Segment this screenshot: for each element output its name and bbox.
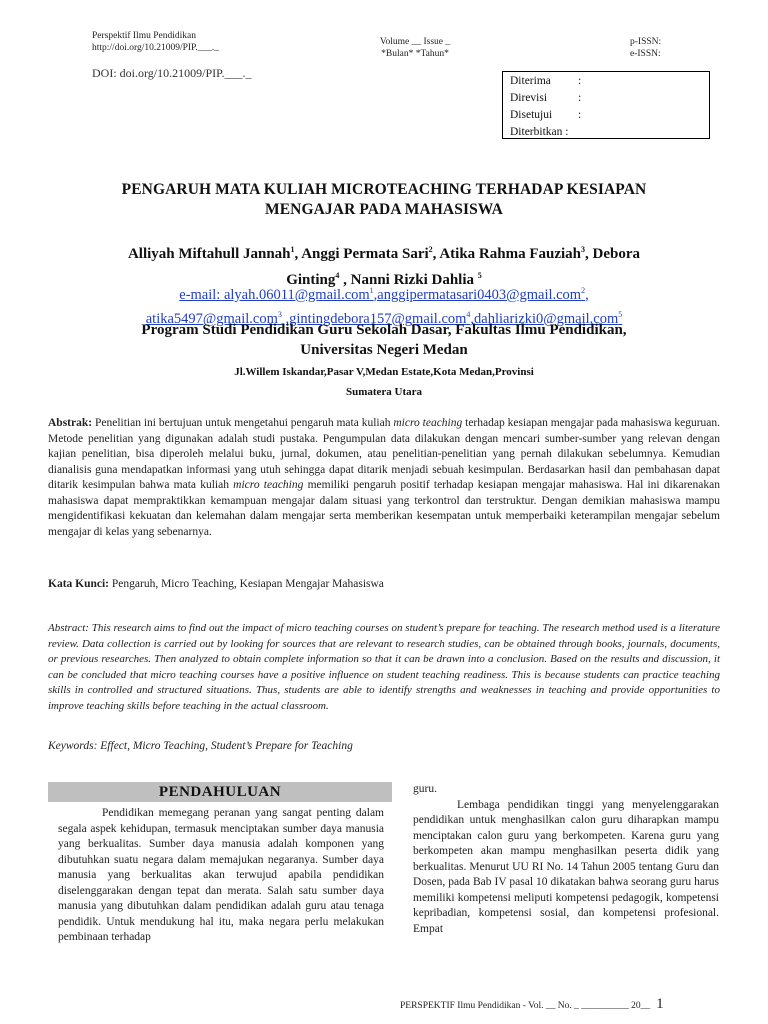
abstract-label: Abstrak: — [48, 417, 93, 429]
footer-text: PERSPEKTIF Ilmu Pendidikan - Vol. __ No. _ __________ 20__ — [400, 1001, 651, 1011]
email-link[interactable]: ,anggipermatasari0403@gmail.com — [373, 286, 582, 303]
status-row: Direvisi : — [510, 92, 582, 104]
keywords-id: Kata Kunci: Pengaruh, Micro Teaching, Kesiapan Mengajar Mahasiswa — [48, 578, 384, 590]
section-heading: PENDAHULUAN — [48, 782, 392, 802]
email-link[interactable]: ,gintingdebora157@gmail.com — [281, 310, 467, 327]
keywords-en: Keywords: Effect, Micro Teaching, Student’s Prepare for Teaching — [48, 740, 353, 752]
status-row: Diterima : — [510, 75, 582, 87]
page-footer — [400, 996, 664, 1013]
author-emails[interactable]: e-mail: alyah.06011@gmail.com$^1$,anggipermatasari0403@gmail.com$^2$, atika5497@gmail.com$^3$ ,gintingdebora157@gmail.com$^4$,dahliarizki0@gmail.com$^5$ — [145, 286, 623, 327]
journal-header — [92, 30, 219, 54]
email-link[interactable]: atika5497@gmail.com — [145, 310, 278, 327]
email-link[interactable]: ,dahliarizki0@gmail.com — [470, 310, 619, 327]
issue-info — [360, 36, 470, 60]
author-list: Alliyah Miftahull Jannah$^1$, Anggi Permata Sari$^2$, Atika Rahma Fauziah$^3$, Debora Ginting$^4$ , Nanni Rizki Dahlia $^5$ — [127, 245, 641, 288]
address: Jl.Willem Iskandar,Pasar V,Medan Estate,Kota Medan,Provinsi Sumatera Utara — [234, 366, 534, 398]
paragraph: Lembaga pendidikan tinggi yang menyelenggarakan pendidikan untuk menghasilkan calon guru diharapkan mampu menciptakan calon guru yang berkompeten. Karena guru yang berkompeten akan mampu menghasilkan peserta didik yang berkualitas. Menurut UU RI No. 14 Tahun 2005 tentang Guru dan Dosen, pada Bab IV pasal 10 dikatakan bahwa seorang guru harus memiliki kompetensi meliputi kompetensi pedagogik, kompetensi kepribadian, kompetensi sosial, dan kompetensi profesional. Empat — [413, 798, 719, 935]
doi-line: DOI: doi.org/10.21009/PIP.___._ — [92, 66, 252, 80]
abstract-en: Abstract: This research aims to find out the impact of micro teaching courses on student’s prepare for teaching. The research method used is a literature review. Data collection is carried out by looking for sources that are relevant to research studies, can be obtained through books, journals, documents, or previous researches. Then analyzed to obtain complete information so that it can be drawn into a conclusion. Based on the results and discussion, it can be concluded that micro teaching courses have a positive influence on student teaching readiness. This is because students can practice teaching skills in controlled and structured situations. Thus, students are able to identify strengths and weaknesses in teaching and provide opportunities to improve teaching skills before teaching in the actual classroom. — [48, 622, 720, 712]
eissn: e-ISSN: — [630, 49, 661, 59]
volume-line: Volume __ Issue _ — [379, 37, 451, 47]
paragraph: Pendidikan memegang peranan yang sangat penting dalam segala aspek kehidupan, termasuk menciptakan sumber daya manusia yang berkualitas. Sumber daya manusia adalah komponen yang dibutuhkan suatu negara dalam memajukan negaranya. Sumber daya manusia yang berkualitas akan terwujud apabila pendidikan diselenggarakan dengan tepat dan merata. Salah satu sumber daya manusia yang dibutuhkan dalam pendidikan adalah guru atau tenaga pendidik. Untuk mendukung hal itu, maka negara perlu melakukan pembinaan terhadap — [58, 807, 384, 943]
submission-status-box — [502, 71, 710, 139]
affiliation: Program Studi Pendidikan Guru Sekolah Dasar, Fakultas Ilmu Pendidikan, Universitas Negeri Medan — [141, 322, 627, 358]
journal-name: Perspektif Ilmu Pendidikan — [92, 31, 196, 41]
email-link[interactable]: e-mail: alyah.06011@gmail.com — [179, 286, 370, 303]
page-number: 1 — [656, 996, 664, 1012]
abstract-id: Abstrak: Penelitian ini bertujuan untuk mengetahui pengaruh mata kuliah micro teaching terhadap kesiapan mengajar pada mahasiswa keguruan. Metode penelitian yang digunakan adalah studi pustaka. Pengumpulan data dilakukan dengan mencari sumber-sumber yang relevan dengan kajian penelitian, bisa diperoleh melalui buku, jurnal, dokumen, atau penelitian-penelitian yang pernah dilakukan sebelumnya. Kemudian dianalisis guna mendapatkan informasi yang utuh sehingga dapat ditarik menjadi sebuah kesimpulan. Berdasarkan hasil dan pembahasan dapat ditarik kesimpulan bahwa mata kuliah micro teaching memiliki pengaruh positif terhadap kesiapan mengajar mahasiswa. Hal ini dikarenakan mahasiswa dapat mempraktikkan kemampuan mengajar dalam situasi yang terkontrol dan terstruktur. Dengan demikian mahasiswa mampu mengidentifikasi kekuatan dan kelemahan dalam mengajar serta memberikan kesempatan untuk memperbaiki keterampilan mengajar sebelum mengajar di kelas yang sebenarnya. — [48, 417, 720, 538]
pissn: p-ISSN: — [630, 37, 662, 47]
issn-info — [630, 36, 661, 60]
date-line: *Bulan* *Tahun* — [381, 49, 449, 59]
paragraph-continuation: guru. — [413, 783, 437, 795]
status-row: Disetujui : — [510, 109, 582, 121]
journal-url: http://doi.org/10.21009/PIP.___._ — [92, 43, 220, 53]
body-right-column — [413, 782, 719, 937]
body-left-column — [58, 806, 384, 946]
paper-title: PENGARUH MATA KULIAH MICROTEACHING TERHADAP KESIAPAN MENGAJAR PADA MAHASISWA — [121, 181, 647, 218]
status-row: Diterbitkan : — [510, 126, 569, 138]
